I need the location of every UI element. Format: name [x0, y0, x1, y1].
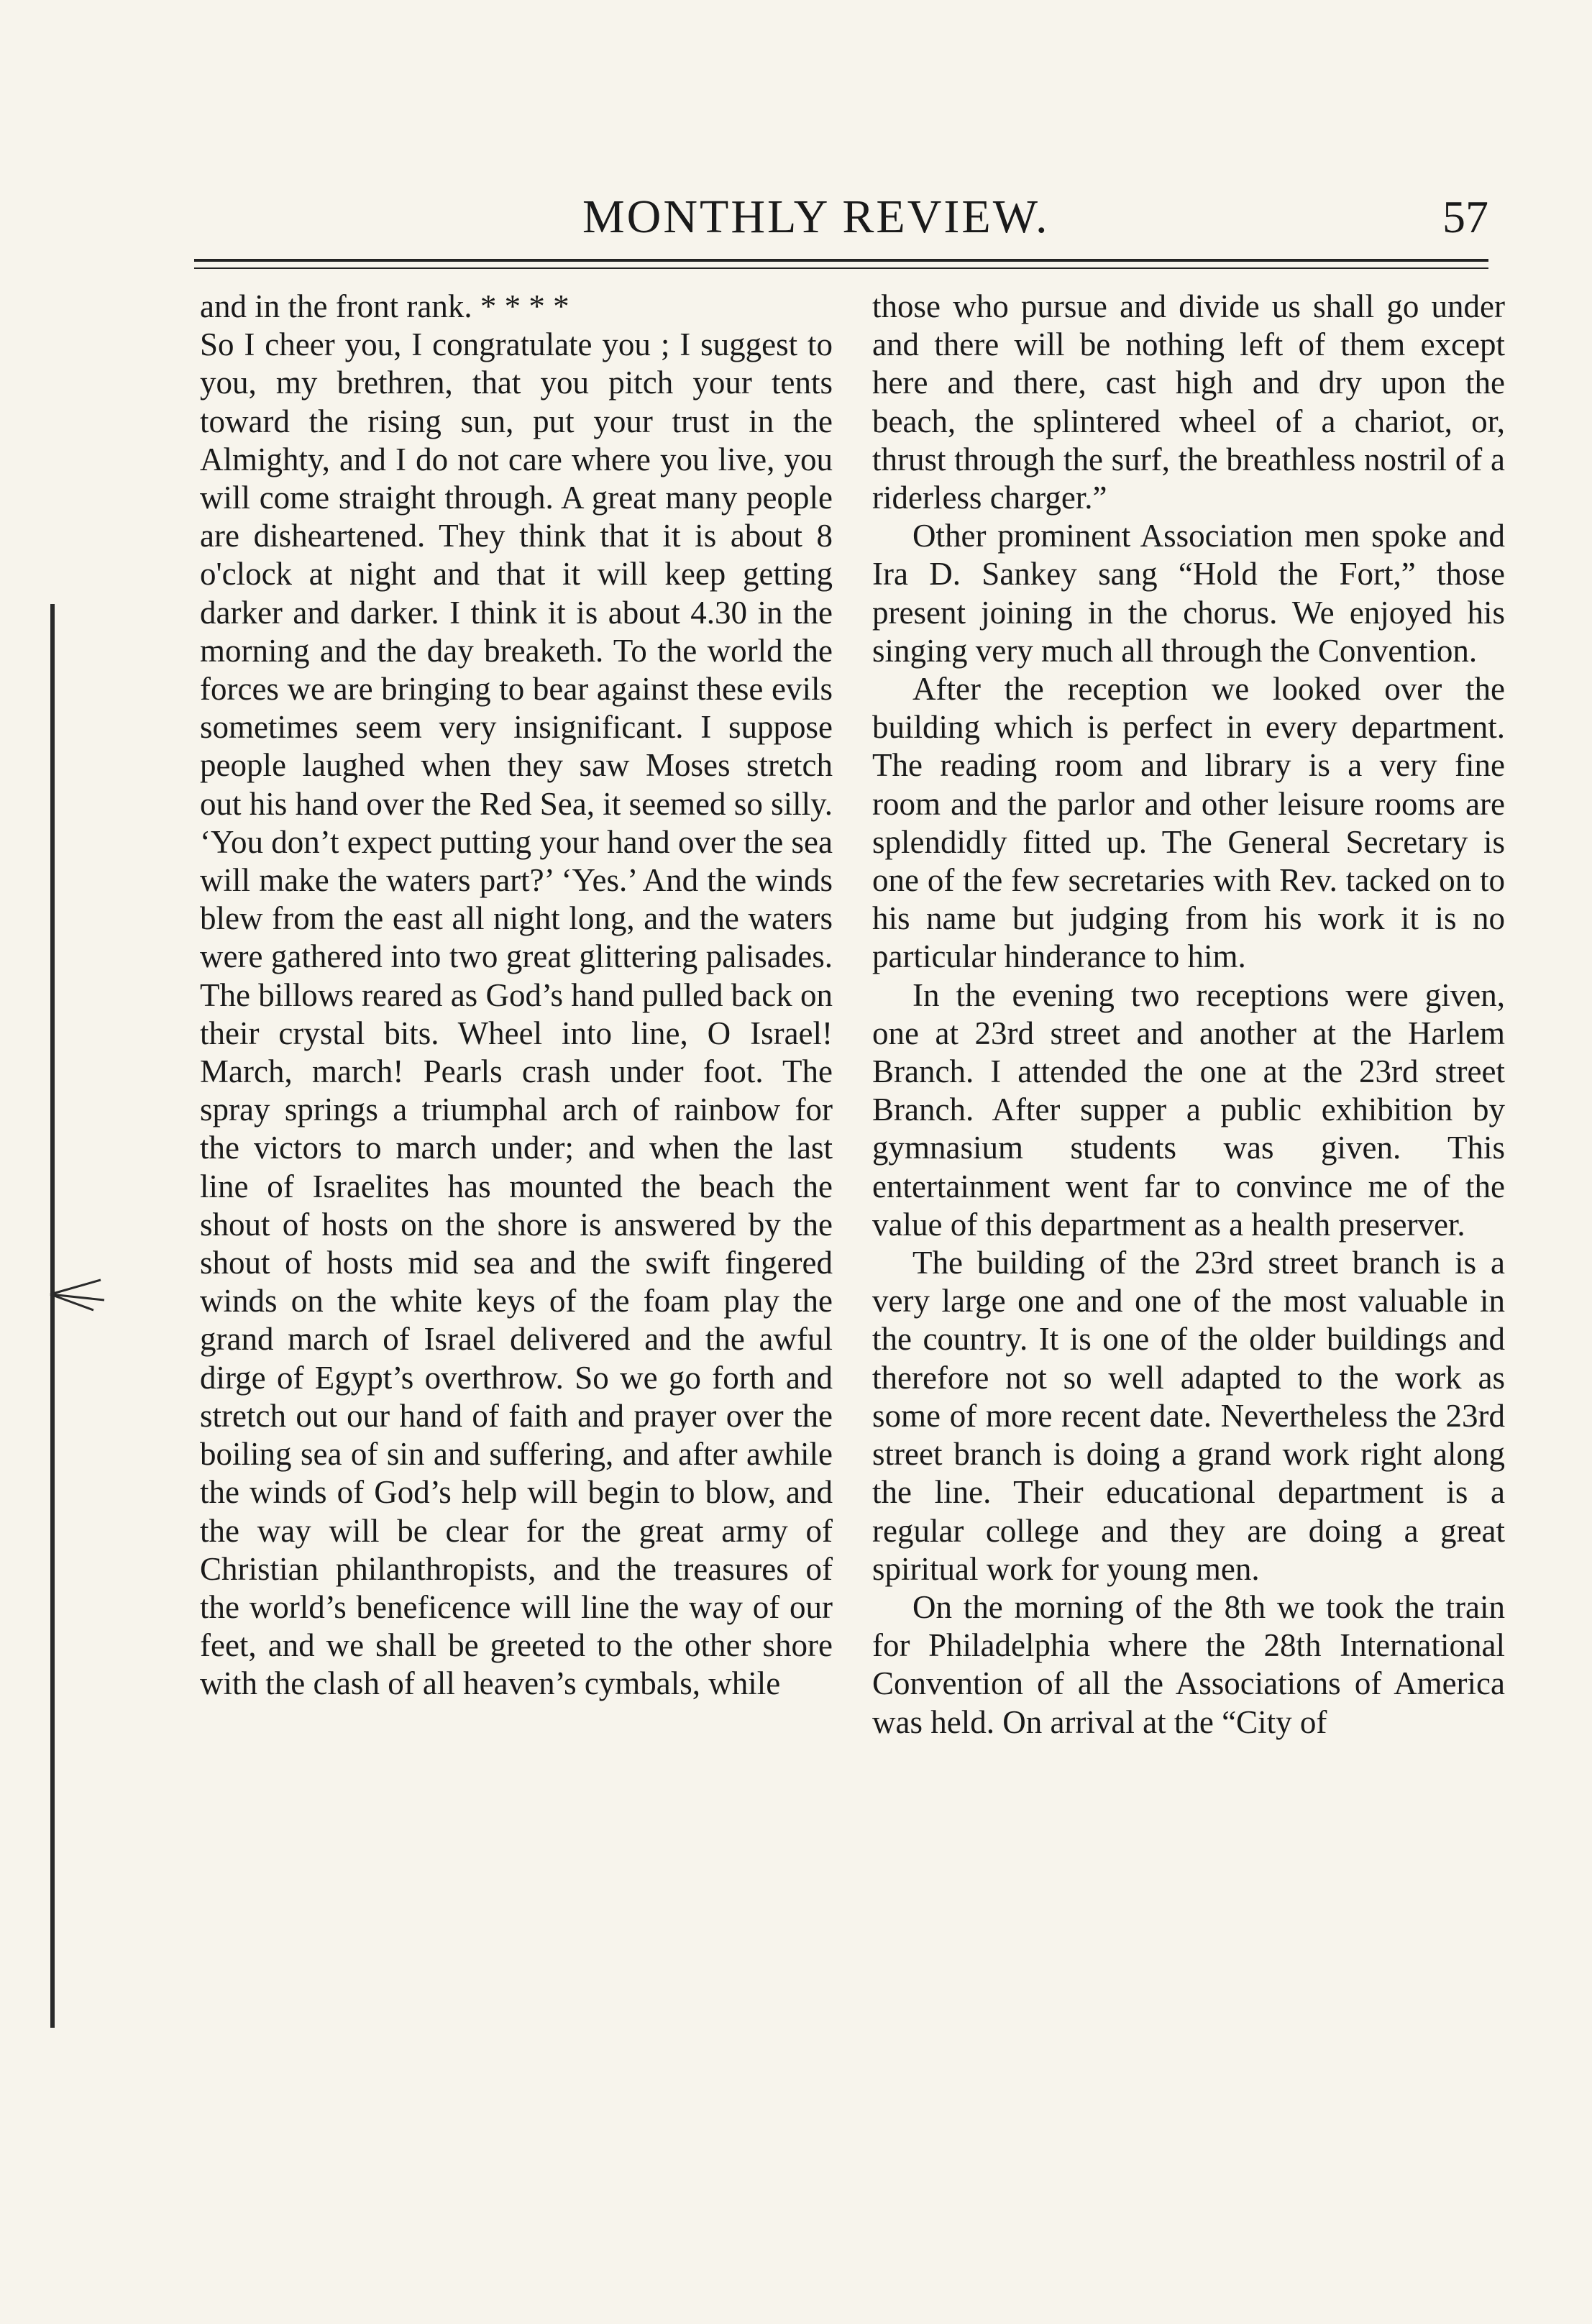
header-rule-thin: [194, 267, 1488, 269]
paragraph: On the morning of the 8th we took the train for Philadelphia where the 28th International Convention of all the Associations of America was held. On arrival at the “City of: [872, 1588, 1505, 1740]
page-number: 57: [1442, 191, 1488, 242]
paragraph: Other prominent Association men spoke and Ira D. Sankey sang “Hold the Fort,” those present joining in the chorus. We enjoyed his singing very much all through the Convention.: [872, 518, 1505, 669]
margin-pencil-line: [50, 604, 55, 2028]
running-header: [194, 188, 1488, 246]
right-column: [872, 288, 1505, 1742]
header-rule-thick: [194, 259, 1488, 262]
paragraph: those who pursue and divide us shall go under and there will be nothing left of them except here and there, cast high and dry upon the beach, the splintered wheel of a chariot, or, thrust through the surf, the breathless nostril of a riderless charger.”: [872, 288, 1505, 516]
paragraph: and in the front rank. * * * *: [200, 288, 569, 324]
paragraph: After the reception we looked over the building which is perfect in every department. The reading room and library is a very fine room and the parlor and other leisure rooms are splendidly fitted up. The General Secretary is one of the few secretaries with Rev. tacked on to his name but judging from his work it is no particular hinderance to him.: [872, 671, 1505, 975]
paragraph: In the evening two receptions were given, one at 23rd street and another at the Harlem Branch. I attended the one at the 23rd street Branch. After supper a public exhibition by gymnasium students was given. This entertainment went far to convince me of the value of this department as a health preserver.: [872, 976, 1505, 1243]
margin-pencil-mark: [43, 1273, 108, 1316]
paragraph: The building of the 23rd street branch is a very large one and one of the most valuable in the country. It is one of the older buildings and therefore not so well adapted to the work as some of more recent date. Nevertheless the 23rd street branch is doing a grand work right along the line. Their educational department is a regular college and they are doing a great spiritual work for young men.: [872, 1245, 1505, 1587]
left-column: [200, 288, 833, 1703]
running-title: MONTHLY REVIEW.: [582, 191, 1050, 243]
paragraph: So I cheer you, I congratulate you ; I suggest to you, my brethren, that you pitch your tents toward the rising sun, put your trust in the Almighty, and I do not care where you live, you will come straight through. A great many people are disheartened. They think that it is about 8 o'clock at night and that it will keep getting darker and darker. I think it is about 4.30 in the morning and the day breaketh. To the world the forces we are bringing to bear against these evils sometimes seem very insignificant. I suppose people laughed when they saw Moses stretch out his hand over the Red Sea, it seemed so silly. ‘You don’t expect putting your hand over the sea will make the waters part?’ ‘Yes.’ And the winds blew from the east all night long, and the waters were gathered into two great glittering palisades. The billows reared as God’s hand pulled back on their crystal bits. Wheel into line, O Israel! March, march! Pearls crash under foot. The spray springs a triumphal arch of rainbow for the victors to march under; and when the last line of Israelites has mounted the beach the shout of hosts on the shore is answered by the shout of hosts mid sea and the swift fingered winds on the white keys of the foam play the grand march of Israel delivered and the awful dirge of Egypt’s overthrow. So we go forth and stretch out our hand of faith and prayer over the boiling sea of sin and suffering, and after awhile the winds of God’s help will begin to blow, and the way will be clear for the great army of Christian philanthropists, and the treasures of the world’s beneficence will line the way of our feet, and we shall be greeted to the other shore with the clash of all heaven’s cymbals, while: [200, 326, 833, 1702]
